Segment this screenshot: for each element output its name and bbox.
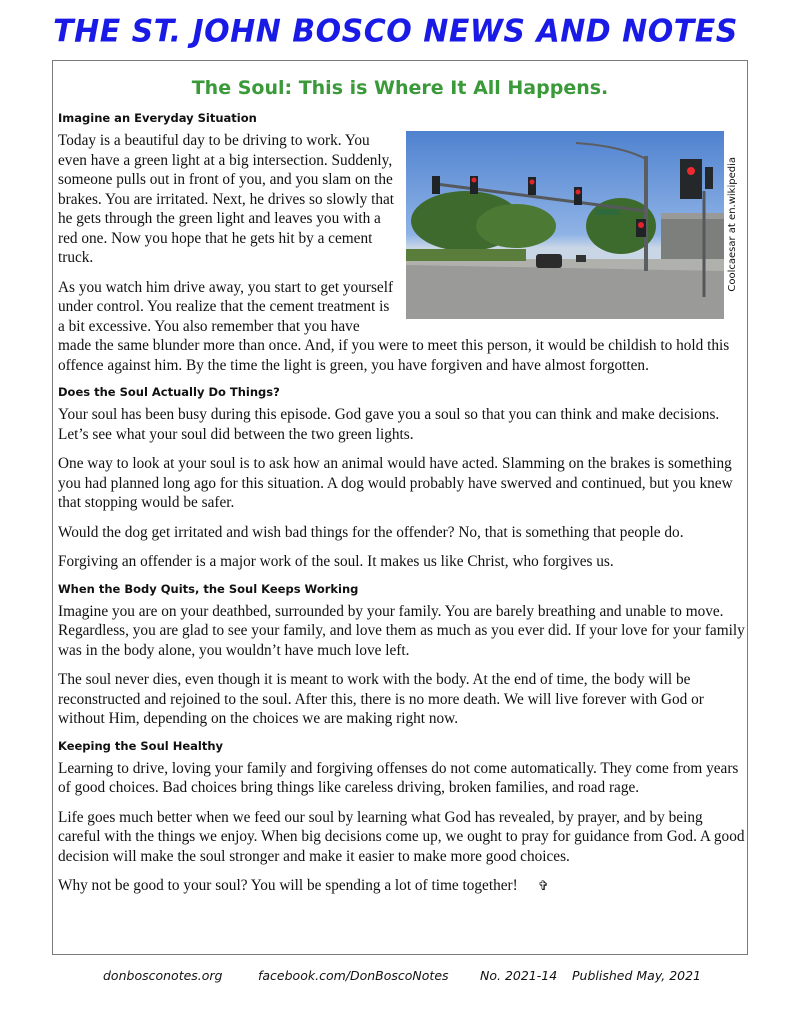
photo-credit: Coolcaesar at en.wikipedia xyxy=(726,157,738,292)
article-frame xyxy=(52,60,748,955)
section-heading: Keeping the Soul Healthy xyxy=(58,738,224,753)
section-heading: Imagine an Everyday Situation xyxy=(58,111,257,125)
issue-number: No. 2021-14 xyxy=(480,968,558,983)
paragraph: Forgiving an offender is a major work of the soul. It makes us like Christ, who forgives us. xyxy=(58,553,614,570)
paragraph: Imagine you are on your deathbed, surrounded by your family. You are barely breathing and unable to move. Regardless, you are glad to see your family, and love them as much as you ever did. If your love for your family was in the body alone, you wouldn’t have much love left. xyxy=(58,602,745,659)
cross-icon: ✞ xyxy=(537,879,549,894)
closing-text: Why not be good to your soul? You will be spending a lot of time together! xyxy=(58,877,518,894)
paragraph: One way to look at your soul is to ask how an animal would have acted. Slamming on the brakes is something you had planned long ago for this situation. A dog would probably have swerved and continued, but you knew that stopping would be safer. xyxy=(58,455,733,511)
paragraph: Today is a beautiful day to be driving to work. You even have a green light at a big intersection. Suddenly, someone pulls out in front of you, and you slam on the brakes. You are irritated. Next, he drives so slowly that he gets through the green light and leaves you with a red one. Now you hope that he gets hit by a cement truck. xyxy=(58,132,395,266)
paragraph: Your soul has been busy during this episode. God gave you a soul so that you can think and make decisions. Let’s see what your soul did between the two green lights. xyxy=(58,406,720,443)
paragraph: The soul never dies, even though it is meant to work with the body. At the end of time, the body will be reconstructed and rejoined to the soul. After this, there is no more death. We will live forever with God or without Him, depending on the choices we are making right now. xyxy=(58,671,704,727)
masthead-title: THE ST. JOHN BOSCO NEWS AND NOTES xyxy=(53,13,738,50)
paragraph: Learning to drive, loving your family and forgiving offenses do not come automatically. They come from years of good choices. Bad choices bring things like careless driving, broken families, and road rage. xyxy=(58,759,739,796)
paragraph: Life goes much better when we feed our soul by learning what God has revealed, by prayer, and by being careful with the things we enjoy. When big decisions come up, we ought to pray for guidance from God. A good decision will make the soul stronger and make it easier to make more good choices. xyxy=(58,808,745,865)
article-body xyxy=(58,111,746,907)
paragraph: Would the dog get irritated and wish bad things for the offender? No, that is something that people do. xyxy=(58,523,684,541)
article-title: The Soul: This is Where It All Happens. xyxy=(191,77,609,99)
photo-figure xyxy=(406,129,746,322)
closing-paragraph xyxy=(58,876,746,897)
publish-date: Published May, 2021 xyxy=(572,968,702,983)
facebook-link[interactable]: facebook.com/DonBoscoNotes xyxy=(258,968,449,983)
traffic-light-photo xyxy=(406,131,724,319)
section-heading: Does the Soul Actually Do Things? xyxy=(58,385,280,399)
paragraph: As you watch him drive away, you start to get yourself under control. You realize that the cement treatment is a bit excessive. You also remember that you have made the same blunder more than once. And, if you were to meet this person, it would be childish to hold this offence against him. By the time the light is green, you have forgiven and have almost forgotten. xyxy=(58,278,730,374)
section-heading: When the Body Quits, the Soul Keeps Working xyxy=(58,581,359,596)
website-link[interactable]: donbosconotes.org xyxy=(103,968,223,983)
intersection-image xyxy=(406,131,724,319)
